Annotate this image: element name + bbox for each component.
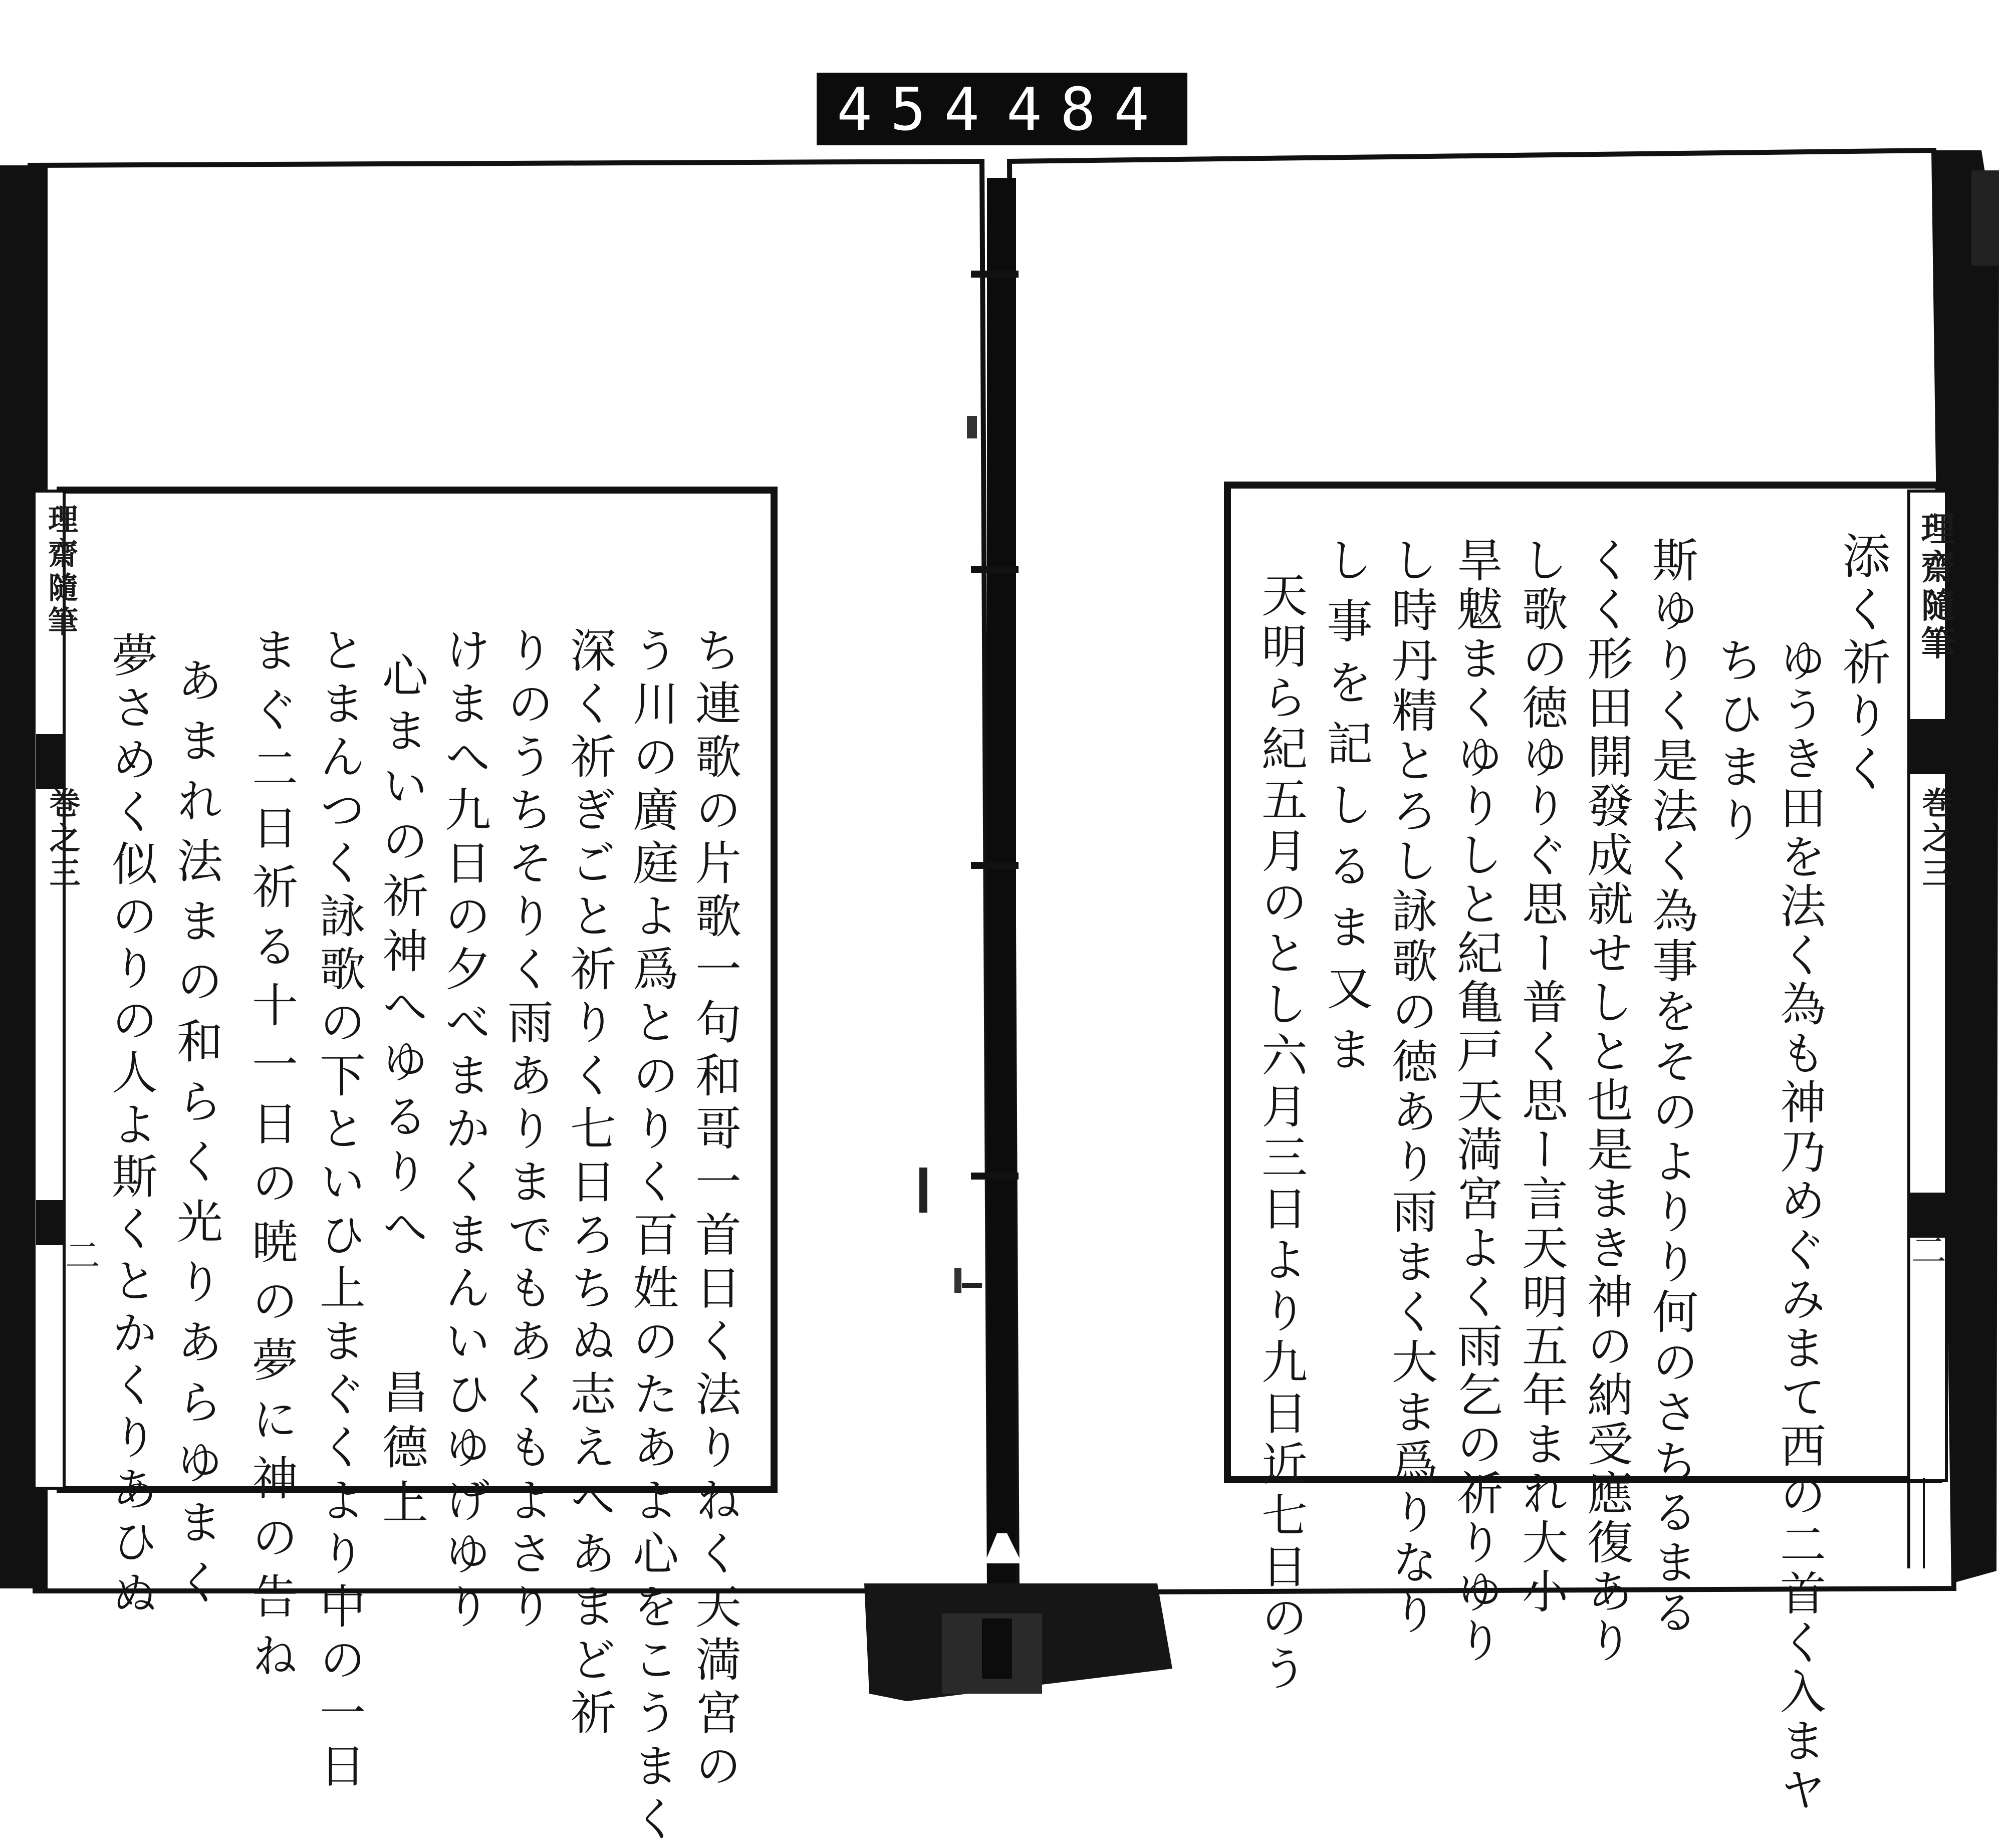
left-text-column: あまれ法まの和らく光りあらゆまく — [169, 656, 223, 1619]
counter-left: 454 — [837, 74, 998, 144]
left-volume-tab: 巻之三 — [44, 787, 81, 892]
right-running-header: 理齋隨筆 — [1915, 511, 1955, 663]
right-text-column: し時丹精とろし詠歌の徳あり雨まく大ま爲りなり — [1384, 536, 1438, 1639]
left-text-column: 心まいの祈神へゆるりへ 昌德上 — [375, 651, 428, 1533]
left-text-column: りのうちそりく雨ありまでもあくもよさり — [500, 626, 554, 1636]
right-text-column: ゆうき田を法く為も神乃めぐみまて西の二首く入まヤ — [1773, 636, 1826, 1815]
right-text-column: 旱魃まくゆりしと紀亀戸天満宮よく雨乞の祈りゆり — [1449, 536, 1503, 1666]
left-text-column: とまんつく詠歌の下といひ上まぐくより中の一日 — [312, 626, 366, 1795]
left-text-column: 深く祈ぎごと祈りく七日ろちぬ志えへあまど祈 — [563, 626, 616, 1742]
right-text-column: ちひまり — [1710, 636, 1764, 849]
left-text-column: 夢さめく似のりの人よ斯くとかくりあひぬ — [104, 631, 158, 1622]
left-text-column: まぐ二日祈る十一日の暁の夢に神の告ね — [244, 626, 298, 1691]
left-running-header: 理齋隨筆 — [43, 504, 78, 640]
counter-right: 484 — [1006, 74, 1167, 144]
center-spine — [987, 178, 1016, 1611]
right-text-column: 添く祈りく — [1835, 531, 1891, 797]
right-margin-number: 二 — [1911, 1230, 1946, 1271]
right-text-column: し歌の徳ゆりぐ思ー普く思ー言天明五年まれ大小 — [1515, 536, 1568, 1616]
left-text-column: う川の廣庭よ爲とのりく百姓のたあよ心をこうまく — [625, 626, 679, 1848]
left-text-column: ち連歌の片歌一句和哥一首日く法りねく天満宮の — [688, 626, 741, 1795]
left-text-column: けまへ九日の夕べまかくまんいひゆげゆり — [437, 626, 491, 1636]
page-counter — [817, 73, 1187, 145]
right-text-column: し事を記しるま又ま — [1319, 536, 1373, 1086]
right-volume-tab: 巻之三 — [1917, 787, 1953, 892]
left-margin-number: 二 — [65, 1235, 100, 1276]
right-text-column: 天明ら紀五月のとし六月三日より九日近七日のう — [1254, 571, 1308, 1696]
right-text-column: くく形田開發成就せしと也是まき神の納受應復あり — [1580, 536, 1633, 1666]
right-text-column: 斯ゆりく是法く為事をそのよりり何のさちるまる — [1645, 536, 1698, 1639]
